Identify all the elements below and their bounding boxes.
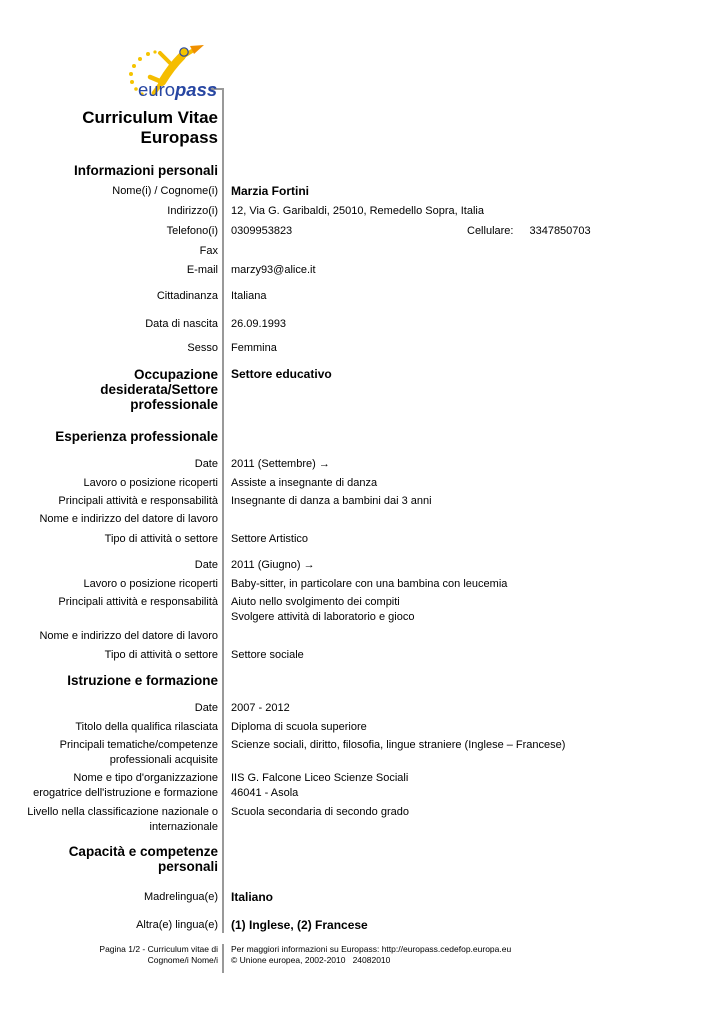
exp1-employer-label: Nome e indirizzo del datore di lavoro	[39, 513, 218, 525]
edu-qualification-label: Titolo della qualifica rilasciata	[75, 721, 218, 733]
section-education-heading	[0, 673, 725, 688]
title-line1: Curriculum Vitae	[82, 108, 218, 127]
phone-label: Telefono(i)	[166, 225, 218, 237]
title-line2: Europass	[140, 128, 218, 147]
footer-info-url: Per maggiori informazioni su Europass: http://europass.cedefop.europa.eu	[231, 944, 512, 954]
row-edu-qualification	[0, 720, 725, 735]
row-exp2-date	[0, 558, 725, 573]
exp2-date-value: 2011 (Giugno) →	[231, 559, 315, 571]
occupation-heading	[0, 367, 218, 412]
footer-page-number: Pagina 1/2 - Curriculum vitae di	[99, 944, 218, 954]
row-edu-level	[0, 805, 725, 835]
exp2-employer-label: Nome e indirizzo del datore di lavoro	[39, 630, 218, 642]
education-heading: Istruzione e formazione	[67, 673, 218, 688]
exp2-activities-value	[218, 595, 725, 625]
sex-value: Femmina	[231, 342, 277, 354]
exp1-position-label: Lavoro o posizione ricoperti	[83, 477, 218, 489]
sex-label: Sesso	[187, 342, 218, 354]
birthdate-value: 26.09.1993	[231, 318, 287, 330]
exp2-activities-line2: Svolgere attività di laboratorio e gioco	[231, 611, 415, 623]
exp1-sector-value: Settore Artistico	[231, 533, 309, 545]
row-sex	[0, 341, 725, 356]
exp2-position-value: Baby-sitter, in particolare con una bambina con leucemia	[231, 578, 508, 590]
row-exp2-employer	[0, 629, 725, 644]
edu-topics-label	[0, 738, 218, 768]
occupation-value: Settore educativo	[231, 367, 332, 381]
document-title	[0, 108, 725, 148]
row-mother-tongue	[0, 890, 725, 905]
skills-heading-line1: Capacità e competenze	[68, 844, 218, 859]
edu-level-value: Scuola secondaria di secondo grado	[231, 806, 409, 818]
row-email	[0, 263, 725, 278]
citizenship-value: Italiana	[231, 290, 267, 302]
fax-label: Fax	[199, 245, 218, 257]
edu-topics-label-line2: professionali acquisite	[109, 754, 218, 766]
exp1-sector-label: Tipo di attività o settore	[104, 533, 218, 545]
page-footer	[0, 944, 725, 966]
exp1-date-value: 2011 (Settembre) →	[231, 458, 330, 470]
row-name	[0, 184, 725, 199]
skills-heading-line2: personali	[157, 859, 218, 874]
footer-copyright: © Unione europea, 2002-2010 24082010	[231, 955, 391, 965]
personal-heading: Informazioni personali	[73, 163, 218, 178]
row-exp2-activities	[0, 595, 725, 625]
other-languages-value: (1) Inglese, (2) Francese	[231, 918, 368, 932]
email-label: E-mail	[186, 264, 218, 276]
edu-qualification-value: Diploma di scuola superiore	[231, 721, 367, 733]
row-exp1-sector	[0, 532, 725, 547]
row-edu-date	[0, 701, 725, 716]
experience-heading: Esperienza professionale	[55, 429, 218, 444]
row-other-languages	[0, 918, 725, 933]
edu-topics-label-line1: Principali tematiche/competenze	[59, 739, 218, 751]
name-label: Nome(i) / Cognome(i)	[112, 185, 218, 197]
birthdate-label: Data di nascita	[145, 318, 218, 330]
email-value: marzy93@alice.it	[231, 264, 316, 276]
edu-organisation-line2: 46041 - Asola	[231, 787, 299, 799]
exp1-activities-label: Principali attività e responsabilità	[58, 495, 218, 507]
address-value: 12, Via G. Garibaldi, 25010, Remedello Sopra, Italia	[231, 205, 484, 217]
footer-right	[218, 944, 725, 966]
row-citizenship	[0, 289, 725, 304]
mobile-label: Cellulare:	[467, 225, 514, 237]
row-exp1-position	[0, 476, 725, 491]
row-address	[0, 204, 725, 219]
edu-organisation-value	[218, 771, 725, 801]
name-value: Marzia Fortini	[231, 184, 310, 198]
mother-tongue-value: Italiano	[231, 890, 274, 904]
row-edu-topics	[0, 738, 725, 768]
edu-organisation-label	[0, 771, 218, 801]
row-exp2-position	[0, 577, 725, 592]
occupation-heading-line3: professionale	[130, 397, 218, 412]
skills-heading	[0, 844, 218, 874]
section-skills-heading	[0, 844, 725, 874]
edu-date-value: 2007 - 2012	[231, 702, 290, 714]
edu-organisation-label-line1: Nome e tipo d'organizzazione	[73, 772, 218, 784]
exp1-date-label: Date	[194, 458, 218, 470]
exp2-position-label: Lavoro o posizione ricoperti	[83, 578, 218, 590]
other-languages-label: Altra(e) lingua(e)	[136, 919, 218, 931]
mobile-value: 3347850703	[529, 225, 591, 237]
row-birthdate	[0, 317, 725, 332]
row-exp2-sector	[0, 648, 725, 663]
edu-topics-value: Scienze sociali, diritto, filosofia, lingue straniere (Inglese – Francese)	[231, 739, 566, 751]
edu-organisation-label-line2: erogatrice dell'istruzione e formazione	[33, 787, 218, 799]
citizenship-label: Cittadinanza	[156, 290, 218, 302]
europass-logo	[118, 44, 223, 102]
cv-content	[0, 108, 725, 933]
phone-value: 0309953823	[231, 225, 293, 237]
exp2-date-label: Date	[194, 559, 218, 571]
row-exp1-activities	[0, 494, 725, 509]
exp2-sector-value: Settore sociale	[231, 649, 304, 661]
footer-name-placeholder: Cognome/i Nome/i	[147, 955, 218, 965]
edu-level-label-line1: Livello nella classificazione nazionale o	[27, 806, 218, 818]
exp2-activities-label: Principali attività e responsabilità	[58, 596, 218, 608]
logo-text-pass: pass	[175, 79, 218, 100]
section-experience-heading	[0, 429, 725, 444]
row-exp1-employer	[0, 512, 725, 527]
footer-left	[0, 944, 218, 966]
occupation-heading-line2: desiderata/Settore	[100, 382, 218, 397]
row-exp1-date	[0, 457, 725, 472]
exp2-activities-line1: Aiuto nello svolgimento dei compiti	[231, 596, 400, 608]
section-occupation	[0, 367, 725, 412]
exp1-activities-value: Insegnante di danza a bambini dai 3 anni	[231, 495, 432, 507]
logo-text-euro: euro	[138, 79, 176, 100]
mother-tongue-label: Madrelingua(e)	[144, 891, 218, 903]
exp2-sector-label: Tipo di attività o settore	[104, 649, 218, 661]
address-label: Indirizzo(i)	[167, 205, 218, 217]
edu-date-label: Date	[194, 702, 218, 714]
edu-level-label-line2: internazionale	[149, 821, 218, 833]
row-fax	[0, 244, 725, 259]
row-phone	[0, 224, 725, 239]
occupation-heading-line1: Occupazione	[133, 367, 218, 382]
exp1-position-value: Assiste a insegnante di danza	[231, 477, 378, 489]
edu-organisation-line1: IIS G. Falcone Liceo Scienze Sociali	[231, 772, 409, 784]
section-personal-heading	[0, 163, 725, 178]
row-edu-organisation	[0, 771, 725, 801]
edu-level-label	[0, 805, 218, 835]
